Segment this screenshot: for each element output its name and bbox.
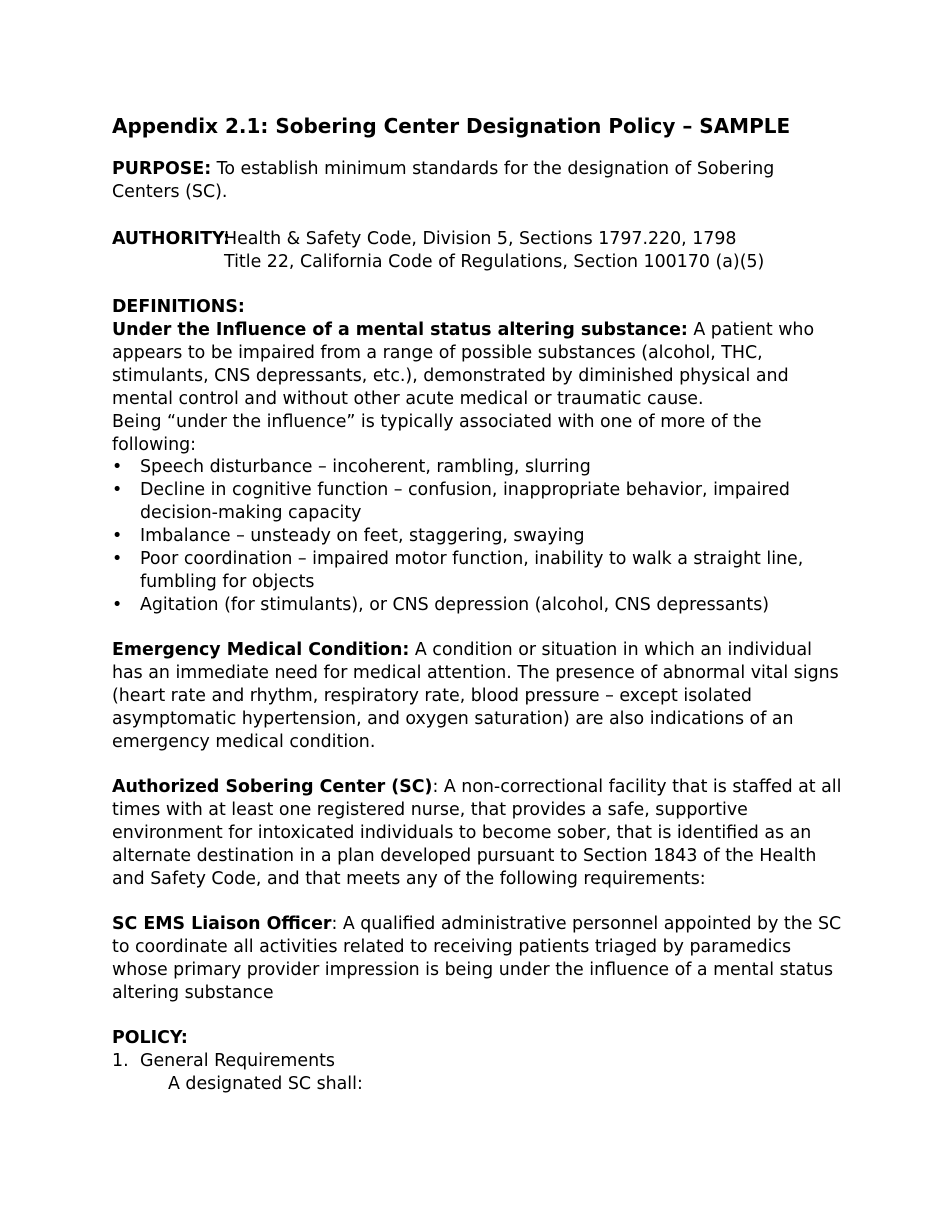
- bullet-icon: •: [112, 526, 123, 546]
- list-item: • Poor coordination – impaired motor function, inability to walk a straight line, fumbling for objects: [112, 549, 804, 592]
- definition-text: A condition or situation in which an individual has an immediate need for medical attention. The presence of abnormal vital signs (heart rate and rhythm, respiratory rate, blood pressure – except isolated asymptomatic hypertension, and oxygen saturation) are also indications of an emergency medical condition.: [112, 640, 839, 752]
- authority-line-2: Title 22, California Code of Regulations, Section 100170 (a)(5): [224, 252, 765, 272]
- policy-subtext: A designated SC shall:: [168, 1074, 363, 1094]
- definition-authorized-sc: [112, 776, 842, 891]
- authority-line-1: Health & Safety Code, Division 5, Sections 1797.220, 1798: [224, 229, 737, 249]
- bullet-icon: •: [112, 457, 123, 477]
- list-item: • Agitation (for stimulants), or CNS depression (alcohol, CNS depressants): [112, 595, 770, 615]
- definition-text: A patient who appears to be impaired from a range of possible substances (alcohol, THC, stimulants, CNS depressants, etc.), demonstrated by diminished physical and mental control and without other acute medical or traumatic cause.: [112, 320, 815, 409]
- policy-heading: POLICY:: [112, 1028, 188, 1048]
- purpose-text: To establish minimum standards for the designation of Sobering Centers (SC).: [112, 159, 775, 202]
- definitions-heading: DEFINITIONS:: [112, 297, 245, 317]
- definition-term: SC EMS Liaison Officer: [112, 914, 332, 934]
- definition-under-influence: [112, 319, 842, 411]
- definition-emergency: [112, 639, 842, 754]
- list-item: • Imbalance – unsteady on feet, staggering, swaying: [112, 526, 585, 546]
- policy-item-1: [112, 1050, 335, 1073]
- list-item: • Speech disturbance – incoherent, rambling, slurring: [112, 457, 591, 477]
- symptom-list: [112, 456, 832, 617]
- definition-text: : A qualified administrative personnel appointed by the SC to coordinate all activities related to receiving patients triaged by paramedics whose primary provider impression is being under the influence of a mental status altering substance: [112, 914, 842, 1003]
- definition-term: Emergency Medical Condition:: [112, 640, 410, 660]
- bullet-icon: •: [112, 549, 123, 569]
- bullet-icon: •: [112, 595, 123, 615]
- definition-term: Under the Influence of a mental status altering substance:: [112, 320, 688, 340]
- bullet-icon: •: [112, 480, 123, 500]
- under-influence-intro: Being “under the influence” is typically associated with one of more of the following:: [112, 412, 762, 455]
- definition-liaison-officer: [112, 913, 842, 1005]
- authority-label: AUTHORITY:: [112, 229, 231, 249]
- definition-text: : A non-correctional facility that is staffed at all times with at least one registered nurse, that provides a safe, supportive environment for intoxicated individuals to become sober, that is identified as an alternate destination in a plan developed pursuant to Section 1843 of the Health and Safety Code, and that meets any of the following requirements:: [112, 777, 842, 889]
- purpose-paragraph: [112, 158, 842, 204]
- item-label: General Requirements: [140, 1051, 335, 1071]
- list-item: • Decline in cognitive function – confusion, inappropriate behavior, impaired decision-making capacity: [112, 480, 790, 523]
- definition-term: Authorized Sobering Center (SC): [112, 777, 433, 797]
- item-number: 1.: [112, 1051, 129, 1071]
- page-title: Appendix 2.1: Sobering Center Designation Policy – SAMPLE: [112, 114, 791, 138]
- purpose-label: PURPOSE:: [112, 159, 212, 179]
